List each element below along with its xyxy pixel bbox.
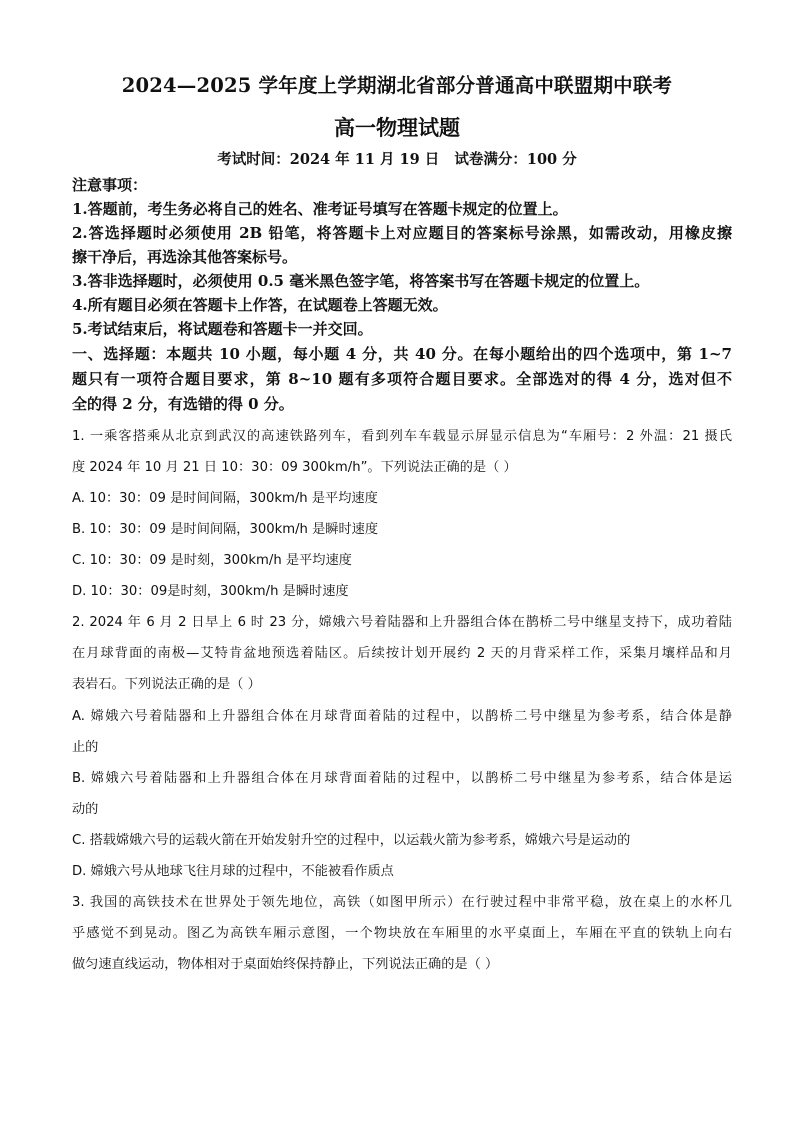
exam-subtitle: 高一物理试题 bbox=[334, 115, 460, 140]
notice-item: 2.答选择题时必须使用 2B 铅笔，将答题卡上对应题目的答案标号涂黑，如需改动，用橡皮擦 bbox=[72, 224, 732, 242]
exam-meta bbox=[0, 148, 794, 169]
notice-item: 3.答非选择题时，必须使用 0.5 毫米黑色签字笔，将答案书写在答题卡规定的位置上。 bbox=[72, 272, 650, 290]
exam-time-score: 考试时间：2024 年 11 月 19 日 试卷满分：100 分 bbox=[217, 151, 577, 168]
question-3-stem: 乎感觉不到晃动。图乙为高铁车厢示意图，一个物块放在车厢里的水平桌面上，车厢在平直的铁轨上向右 bbox=[72, 926, 732, 941]
notice-item: 4.所有题目必须在答题卡上作答，在试题卷上答题无效。 bbox=[72, 296, 448, 314]
notice-item: 1.答题前，考生务必将自己的姓名、准考证号填写在答题卡规定的位置上。 bbox=[72, 200, 568, 218]
section-instructions: 一、选择题：本题共 10 小题，每小题 4 分，共 40 分。在每小题给出的四个选项中，第 1~7 bbox=[72, 345, 732, 363]
notice-heading: 注意事项： bbox=[72, 176, 148, 194]
question-1-option-b: B. 10：30：09 是时间间隔，300km/h 是瞬时速度 bbox=[72, 522, 379, 537]
question-1-stem: 度 2024 年 10 月 21 日 10：30：09 300km/h”。下列说法正确的是（ ） bbox=[72, 460, 517, 475]
section-instructions: 题只有一项符合题目要求，第 8~10 题有多项符合题目要求。全部选对的得 4 分，选对但不 bbox=[72, 370, 732, 388]
question-2-option-c: C. 搭载嫦娥六号的运载火箭在开始发射升空的过程中，以运载火箭为参考系，嫦娥六号是运动的 bbox=[72, 833, 631, 848]
question-2-option-b: B. 嫦娥六号着陆器和上升器组合体在月球背面着陆的过程中，以鹊桥二号中继星为参考系，结合体是运 bbox=[72, 771, 732, 786]
question-3-stem: 3. 我国的高铁技术在世界处于领先地位，高铁（如图甲所示）在行驶过程中非常平稳，放在桌上的水杯几 bbox=[72, 895, 732, 910]
question-2-stem: 在月球背面的南极—艾特肯盆地预选着陆区。后续按计划开展约 2 天的月背采样工作，采集月壤样品和月 bbox=[72, 646, 732, 661]
question-2-option-a: A. 嫦娥六号着陆器和上升器组合体在月球背面着陆的过程中，以鹊桥二号中继星为参考系，结合体是静 bbox=[72, 709, 732, 724]
notice-item: 擦干净后，再选涂其他答案标号。 bbox=[72, 248, 298, 266]
question-2-stem: 2. 2024 年 6 月 2 日早上 6 时 23 分，嫦娥六号着陆器和上升器组合体在鹊桥二号中继星支持下，成功着陆 bbox=[72, 615, 732, 630]
question-2-option-d: D. 嫦娥六号从地球飞往月球的过程中，不能被看作质点 bbox=[72, 864, 394, 879]
question-3-stem: 做匀速直线运动，物体相对于桌面始终保持静止，下列说法正确的是（ ） bbox=[72, 957, 499, 972]
question-1-option-a: A. 10：30：09 是时间间隔，300km/h 是平均速度 bbox=[72, 491, 378, 506]
question-2-option-b-cont: 动的 bbox=[72, 802, 99, 817]
question-2-option-a-cont: 止的 bbox=[72, 740, 99, 755]
question-1-option-d: D. 10：30：09是时刻，300km/h 是瞬时速度 bbox=[72, 584, 349, 599]
question-1-stem: 1. 一乘客搭乘从北京到武汉的高速铁路列车，看到列车车载显示屏显示信息为“车厢号：2 外温：21 摄氏 bbox=[72, 429, 732, 444]
exam-title: 2024—2025 学年度上学期湖北省部分普通高中联盟期中联考 bbox=[121, 74, 673, 97]
notice-item: 5.考试结束后，将试题卷和答题卡一并交回。 bbox=[72, 320, 373, 338]
section-instructions: 全的得 2 分，有选错的得 0 分。 bbox=[72, 395, 294, 413]
question-2-stem: 表岩石。下列说法正确的是（ ） bbox=[72, 677, 261, 692]
question-1-option-c: C. 10：30：09 是时刻，300km/h 是平均速度 bbox=[72, 553, 352, 568]
